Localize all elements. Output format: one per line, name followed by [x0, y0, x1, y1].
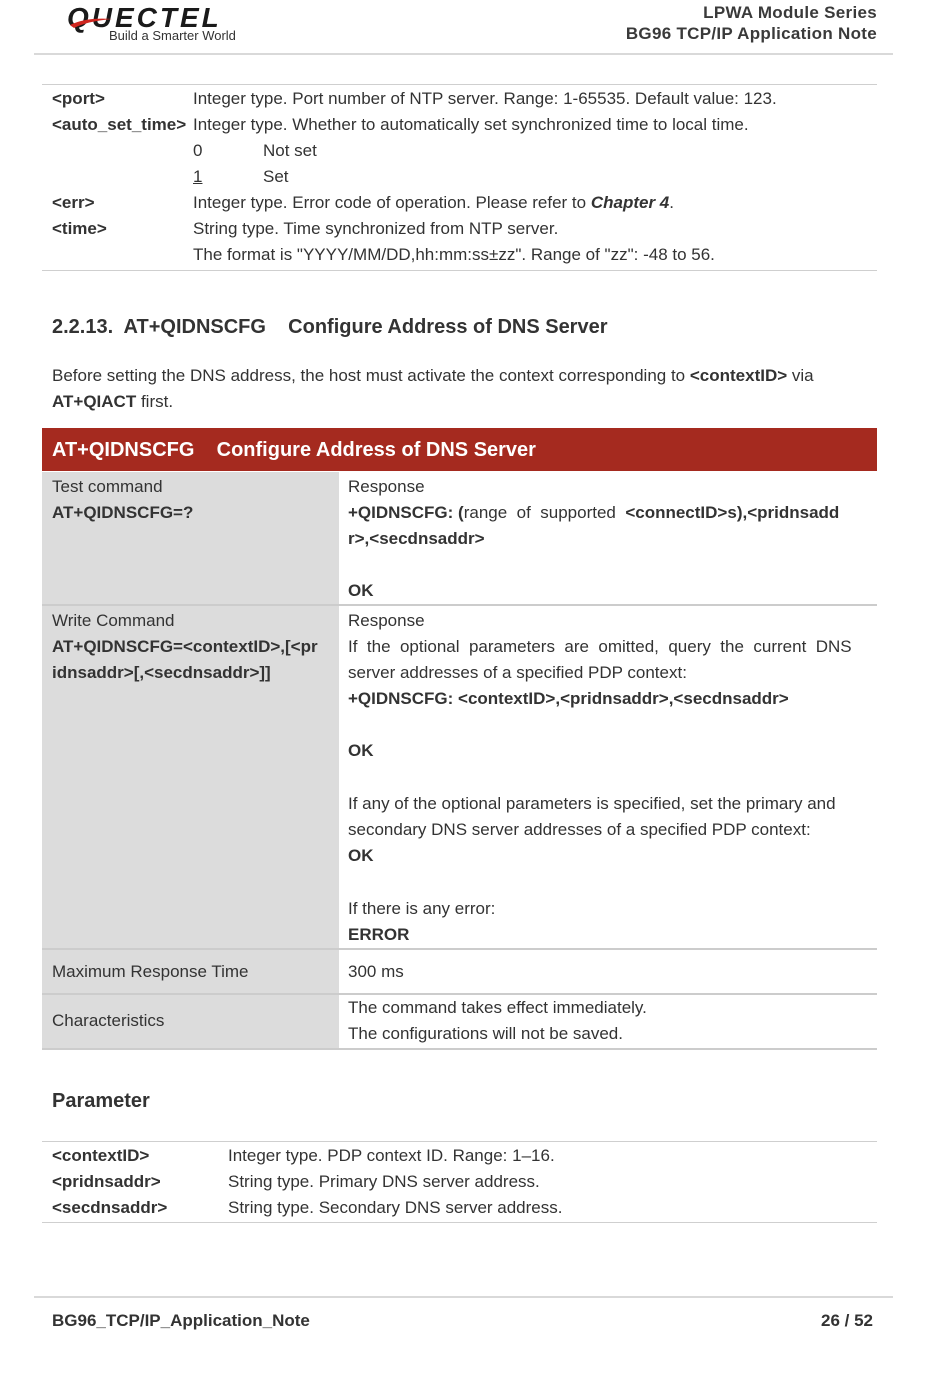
- max-response-value: 300 ms: [348, 962, 404, 981]
- param-desc: Integer type. Whether to automatically set synchronized time to local time.: [193, 115, 749, 134]
- param-desc: Integer type. PDP context ID. Range: 1–16.: [228, 1146, 555, 1165]
- series-title: LPWA Module Series: [703, 3, 877, 22]
- parameter-table: [42, 1141, 877, 1223]
- header-titles: [626, 2, 877, 44]
- logo-swoosh-icon: [68, 15, 113, 29]
- characteristics-row: [42, 995, 877, 1050]
- test-response-line: +QIDNSCFG: (range of supported <connectID>s),<pridnsadd: [348, 503, 840, 522]
- option-desc: Not set: [263, 141, 317, 160]
- param-desc: Integer type. Port number of NTP server. Range: 1-65535. Default value: 123.: [193, 89, 777, 108]
- write-response-text: If any of the optional parameters is specified, set the primary and: [348, 794, 836, 813]
- characteristics-value: The command takes effect immediately.: [348, 998, 647, 1017]
- param-key-auto-set-time: <auto_set_time>: [52, 115, 187, 134]
- max-response-label: Maximum Response Time: [52, 962, 249, 981]
- command-table-header: AT+QIDNSCFG Configure Address of DNS Server: [42, 428, 877, 471]
- page-header: [34, 0, 893, 55]
- param-desc: Integer type. Error code of operation. Please refer to Chapter 4.: [193, 193, 674, 212]
- value-cell: [339, 472, 877, 604]
- param-key: <secdnsaddr>: [52, 1198, 168, 1217]
- write-command-row: [42, 606, 877, 950]
- test-command-row: [42, 472, 877, 606]
- document-title: BG96 TCP/IP Application Note: [625, 24, 877, 43]
- option-value-default: 1: [193, 167, 203, 186]
- option-value: 0: [193, 141, 203, 160]
- write-command-syntax: AT+QIDNSCFG=<contextID>,[<pr: [52, 637, 318, 656]
- value-cell: [339, 606, 877, 948]
- characteristics-label: Characteristics: [52, 1011, 165, 1030]
- test-response-line2: r>,<secdnsaddr>: [348, 529, 485, 548]
- test-command-label: Test command: [52, 477, 163, 496]
- label-cell: [42, 472, 339, 604]
- write-response-text: secondary DNS server addresses of a specified PDP context:: [348, 820, 811, 839]
- characteristics-value: The configurations will not be saved.: [348, 1024, 623, 1043]
- test-command-syntax: AT+QIDNSCFG=?: [52, 503, 194, 522]
- param-row: [52, 1195, 167, 1221]
- write-command-syntax-cont: idnsaddr>[,<secdnsaddr>]]: [52, 663, 271, 682]
- label-cell: [42, 606, 339, 948]
- ok-text: OK: [348, 741, 374, 760]
- label-cell: [42, 995, 339, 1048]
- param-desc: String type. Primary DNS server address.: [228, 1172, 540, 1191]
- param-desc: The format is "YYYY/MM/DD,hh:mm:ss±zz". Range of "zz": -48 to 56.: [193, 245, 715, 264]
- write-response-text: If there is any error:: [348, 899, 496, 918]
- response-label: Response: [348, 477, 425, 496]
- param-desc: String type. Secondary DNS server address.: [228, 1198, 563, 1217]
- param-key-time: <time>: [52, 219, 107, 238]
- error-text: ERROR: [348, 925, 410, 944]
- option-desc: Set: [263, 167, 289, 186]
- param-key: <pridnsaddr>: [52, 1172, 161, 1191]
- page-number: 26 / 52: [821, 1311, 873, 1330]
- param-key-err: <err>: [52, 193, 95, 212]
- footer-doc-name: BG96_TCP/IP_Application_Note: [52, 1311, 310, 1330]
- param-row: [52, 1169, 161, 1195]
- logo-wordmark: QUECTEL: [67, 2, 222, 33]
- param-key: <port>: [52, 89, 105, 108]
- write-command-label: Write Command: [52, 611, 175, 630]
- param-key: <contextID>: [52, 1146, 150, 1165]
- value-cell: [339, 995, 877, 1048]
- ok-text: OK: [348, 846, 374, 865]
- param-desc: String type. Time synchronized from NTP server.: [193, 219, 559, 238]
- logo-tagline: Build a Smarter World: [109, 28, 236, 43]
- value-cell: [339, 950, 877, 993]
- quectel-logo: [67, 3, 277, 43]
- write-response-format: +QIDNSCFG: <contextID>,<pridnsaddr>,<secdnsaddr>: [348, 689, 789, 708]
- max-response-time-row: [42, 950, 877, 995]
- section-title: 2.2.13. AT+QIDNSCFG Configure Address of DNS Server: [52, 316, 608, 338]
- chapter-reference[interactable]: Chapter 4: [590, 193, 670, 212]
- ok-text: OK: [348, 581, 374, 600]
- section-intro: Before setting the DNS address, the host must activate the context corresponding to <contextID> via AT+QIACT first.: [52, 366, 814, 411]
- label-cell: [42, 950, 339, 993]
- page-footer: [34, 1296, 893, 1330]
- parameter-heading: Parameter: [52, 1090, 150, 1112]
- param-row: [52, 1143, 149, 1169]
- param-row-port: [52, 86, 105, 112]
- ntp-parameter-table: [42, 84, 877, 271]
- response-label: Response: [348, 611, 425, 630]
- write-response-text: If the optional parameters are omitted, query the current DNS: [348, 637, 852, 656]
- write-response-text: server addresses of a specified PDP context:: [348, 663, 687, 682]
